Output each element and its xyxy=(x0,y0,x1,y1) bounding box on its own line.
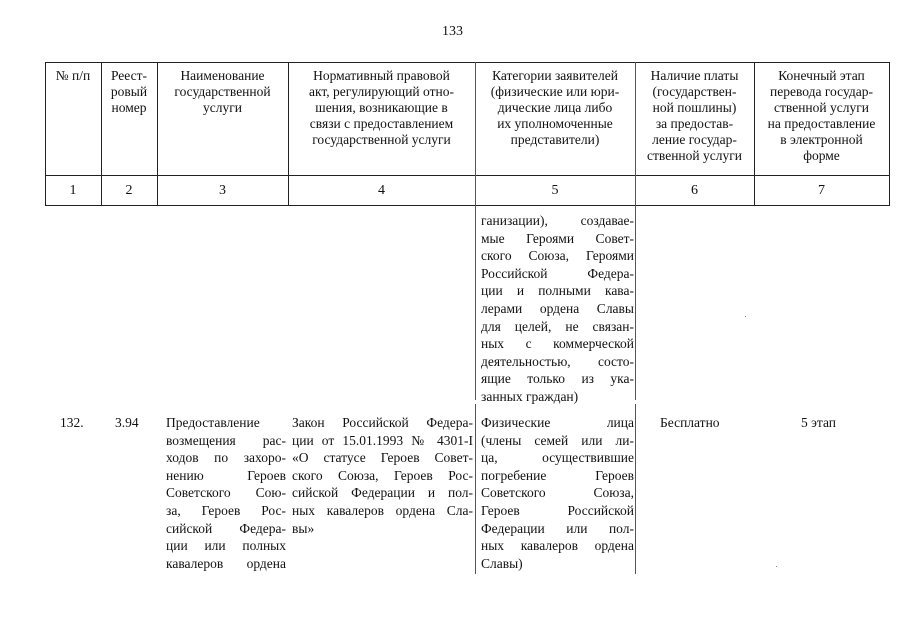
row-final-stage: 5 этап xyxy=(801,415,837,430)
column-number-2: 2 xyxy=(125,183,133,198)
header-line: акт, регулирующий отно- xyxy=(309,84,454,99)
text-line: Российской Федера- xyxy=(481,265,634,281)
text-line: для целей, не связан- xyxy=(481,318,634,334)
text-line: ского Союза, Героями xyxy=(481,248,634,264)
col-divider-7 xyxy=(889,62,890,206)
header-line: представители) xyxy=(510,132,600,147)
text-line: погребение Героев xyxy=(481,467,634,483)
header-line: Нормативный правовой xyxy=(313,68,450,83)
text-line: нению Героев xyxy=(166,467,286,483)
text-line: ции или полных xyxy=(166,538,286,554)
row-legal-act xyxy=(292,414,473,537)
col-divider-4-lower xyxy=(475,404,476,574)
text-line: Закон Российской Федера- xyxy=(292,415,473,430)
header-line: в электронной xyxy=(780,132,863,147)
text-line: кавалеров ордена xyxy=(166,555,286,571)
header-line: перевода государ- xyxy=(770,84,873,99)
text-line: ных кавалеров ордена Сла- xyxy=(292,502,473,518)
header-line: шения, возникающие в xyxy=(315,100,448,115)
text-line: сийской Федера- xyxy=(166,520,286,536)
text-line: мые Героями Совет- xyxy=(481,230,634,246)
column-number-7: 7 xyxy=(818,183,825,198)
header-line: Наличие платы xyxy=(650,68,739,83)
scan-speck xyxy=(776,566,777,567)
header-line: их уполномоченные xyxy=(497,116,613,131)
header-line: Реест- xyxy=(110,68,148,83)
text-line: Славы) xyxy=(481,555,523,571)
header-bottom-border xyxy=(45,175,890,176)
header-cell-service-name xyxy=(157,62,288,175)
header-line: Наименование xyxy=(180,68,265,83)
column-number-1: 1 xyxy=(69,183,77,198)
header-line: Категории заявителей xyxy=(492,68,618,83)
row-registry-number: 3.94 xyxy=(115,415,139,430)
header-line: ной пошлины) xyxy=(652,100,737,115)
text-line: ганизации), создавае- xyxy=(481,213,634,228)
header-line: ровый xyxy=(110,84,148,99)
column-number-3: 3 xyxy=(219,183,226,198)
text-line: Физические лица xyxy=(481,415,634,430)
text-line: ящие только из ука- xyxy=(481,371,634,387)
header-cell-final-stage xyxy=(754,62,889,175)
column-number-5: 5 xyxy=(551,183,559,198)
text-line: ции от 15.01.1993 № 4301-I xyxy=(292,432,473,448)
header-cell-number xyxy=(45,62,101,175)
header-line: дические лица либо xyxy=(497,100,613,115)
text-line: (члены семей или ли- xyxy=(481,432,634,448)
column-number-4: 4 xyxy=(378,183,385,198)
header-line: № п/п xyxy=(55,68,91,83)
column-number-6: 6 xyxy=(691,183,698,198)
text-line: вы» xyxy=(292,520,315,536)
text-line: ского Союза, Героев Рос- xyxy=(292,467,473,483)
text-line: Советского Союза, xyxy=(481,485,634,501)
text-line: сийской Федерации и пол- xyxy=(292,485,473,501)
numbers-row-bottom-border xyxy=(45,205,890,206)
header-line: (физические или юри- xyxy=(490,84,620,99)
header-line: государственной xyxy=(174,84,271,99)
header-cell-registry xyxy=(101,62,157,175)
header-line: (государствен- xyxy=(652,84,737,99)
header-line: ственной услуги xyxy=(774,100,869,115)
header-line: связи с предоставлением xyxy=(309,116,454,131)
header-line: на предоставление xyxy=(767,116,876,131)
header-cell-legal-act xyxy=(288,62,475,175)
text-line: Предоставление xyxy=(166,415,260,430)
text-line: Советского Сою- xyxy=(166,485,286,501)
text-line: деятельностью, состо- xyxy=(481,353,634,369)
header-cell-applicants xyxy=(475,62,635,175)
header-line: форме xyxy=(803,148,840,163)
page-number: 133 xyxy=(442,24,463,39)
text-line: «О статусе Героев Совет- xyxy=(292,450,473,466)
text-line: возмещения рас- xyxy=(166,432,286,448)
text-line: занных граждан) xyxy=(481,388,579,404)
scan-speck xyxy=(745,316,746,317)
text-line: ции и полными кава- xyxy=(481,283,634,299)
text-line: за, Героев Рос- xyxy=(166,502,286,518)
row-number: 132. xyxy=(60,415,84,430)
header-line: за предостав- xyxy=(655,116,734,131)
text-line: Федерации или пол- xyxy=(481,520,634,536)
header-line: ление государ- xyxy=(652,132,737,147)
row-fee: Бесплатно xyxy=(660,415,720,430)
applicants-continuation xyxy=(481,212,634,406)
text-line: ходов по захоро- xyxy=(166,450,286,466)
row-applicants xyxy=(481,414,634,572)
text-line: лерами ордена Славы xyxy=(481,300,634,316)
text-line: ных с коммерческой xyxy=(481,336,634,352)
row-service-name xyxy=(166,414,286,572)
header-line: Конечный этап xyxy=(778,68,865,83)
text-line: Героев Российской xyxy=(481,502,634,518)
header-cell-fee xyxy=(635,62,754,175)
text-line: ца, осуществившие xyxy=(481,450,634,466)
header-line: номер xyxy=(111,100,147,115)
header-line: услуги xyxy=(203,100,242,115)
col-divider-5-lower xyxy=(635,404,636,574)
text-line: ных кавалеров ордена xyxy=(481,538,634,554)
header-line: ственной услуги xyxy=(647,148,742,163)
header-line: государственной услуги xyxy=(312,132,451,147)
